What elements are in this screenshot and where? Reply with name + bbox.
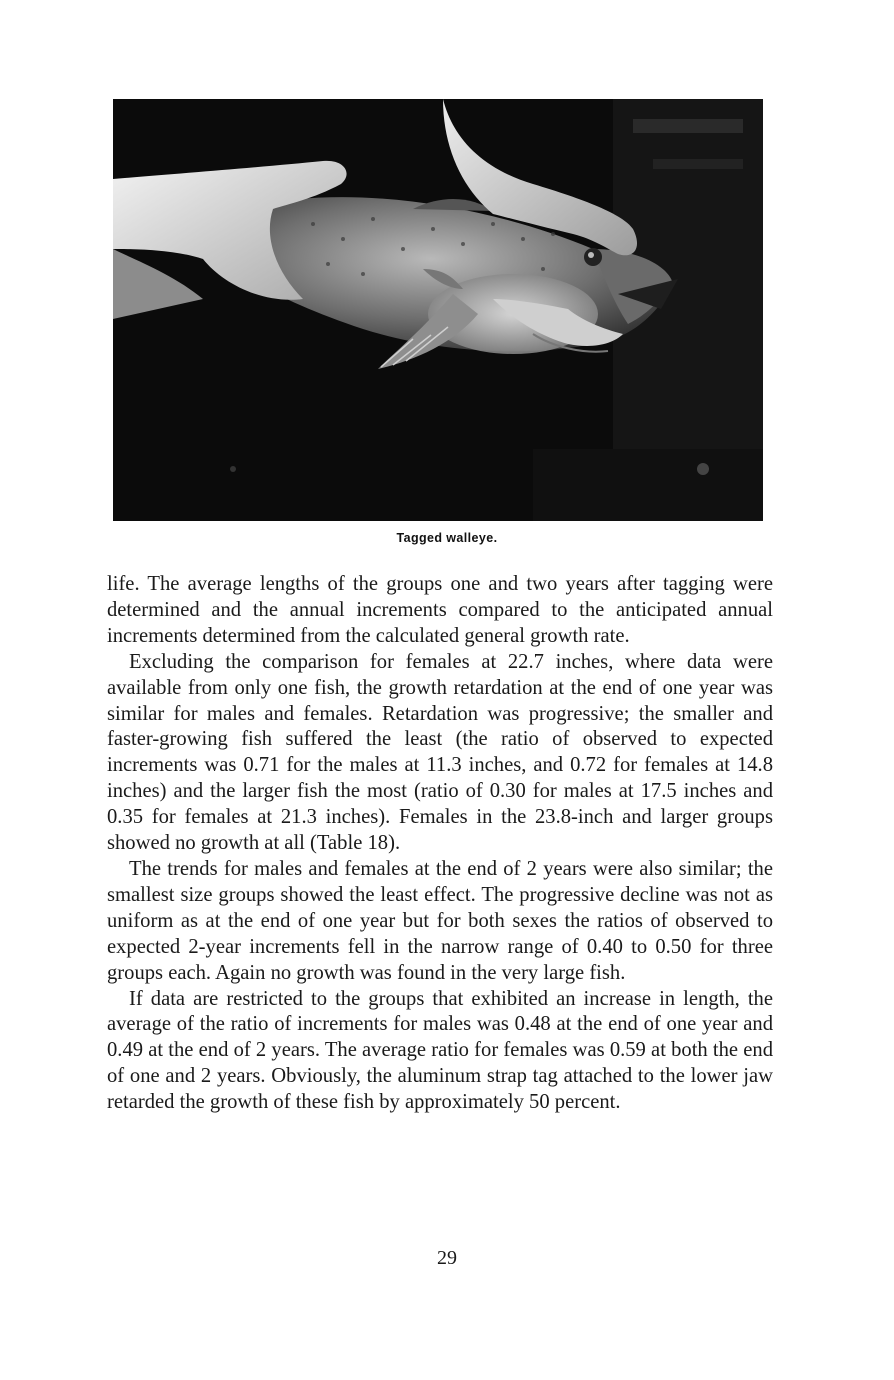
walleye-photo-image: [113, 99, 763, 521]
tagged-walleye-photo: [113, 99, 763, 521]
paragraph-2: Excluding the comparison for females at 22.7 inches, where data were available from only one fish, the growth retardation at the end of one year was similar for males and females. Retardation was progressive; the smaller and faster-growing fish suffered the least (the ratio of observed to expected increments was 0.71 for the males at 11.3 inches, and 0.72 for females at 14.8 inches) and the larger fish the most (ratio of 0.30 for males at 17.5 inches and 0.35 for females at 21.3 inches). Females in the 23.8-inch and larger groups showed no growth at all (Table 18).: [107, 650, 773, 855]
paragraph-3: The trends for males and females at the end of 2 years were also similar; the smallest size groups showed the least effect. The progressive decline was not as uniform as at the end of one year but for both sexes the ratios of observed to expected 2-year increments fell in the narrow range of 0.40 to 0.50 for three groups each. Again no growth was found in the very large fish.: [107, 857, 773, 984]
paragraph-4: If data are restricted to the groups that exhibited an increase in length, the average of the ratio of increments for males was 0.48 at the end of one year and 0.49 at the end of 2 years. The average ratio for females was 0.59 at both the end of one and 2 years. Obviously, the aluminum strap tag attached to the lower jaw retarded the growth of these fish by approximately 50 percent.: [107, 987, 773, 1114]
paragraph-1: life. The average lengths of the groups one and two years after tagging were determined and the annual increments compared to the anticipated annual increments determined from the calculated general growth rate.: [107, 573, 773, 647]
body-text: [107, 572, 773, 1116]
figure-caption: Tagged walleye.: [396, 531, 498, 545]
page-number: 29: [437, 1247, 457, 1269]
